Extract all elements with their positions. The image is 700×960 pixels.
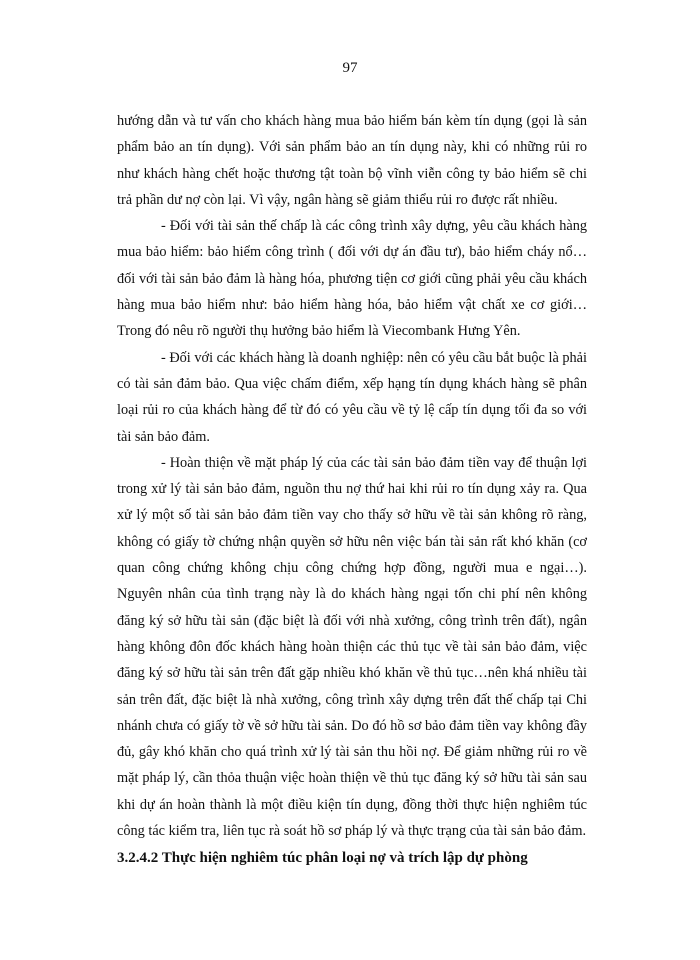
paragraph-mortgage-insurance: - Đối với tài sản thế chấp là các công trình xây dựng, yêu cầu khách hàng mua bảo hiểm: bảo hiểm công trình ( đối với dự án đầu tư), bảo hiểm cháy nổ…đối với tài sản bảo đảm là hàng hóa, phương tiện cơ giới cũng phải yêu cầu khách hàng mua bảo hiểm như: bảo hiểm hàng hóa, bảo hiểm vật chất xe cơ giới…Trong đó nêu rõ người thụ hưởng bảo hiểm là Viecombank Hưng Yên.: [117, 218, 587, 340]
paragraph-business-customers: - Đối với các khách hàng là doanh nghiệp: nên có yêu cầu bắt buộc là phải có tài sản đảm bảo. Qua việc chấm điểm, xếp hạng tín dụng khách hàng sẽ phân loại rủi ro của khách hàng để từ đó có yêu cầu về tỷ lệ cấp tín dụng tối đa so với tài sản bảo đảm.: [117, 349, 587, 445]
paragraph-legal-completion: - Hoàn thiện về mặt pháp lý của các tài sản bảo đảm tiền vay để thuận lợi trong xử lý tài sản bảo đảm, nguồn thu nợ thứ hai khi rủi ro tín dụng xảy ra. Qua xử lý một số tài sản bảo đảm tiền vay cho thấy sở hữu về tài sản không rõ ràng, không có giấy tờ chứng nhận quyền sở hữu nên việc bán tài sản rất khó khăn (cơ quan công chứng không chịu công chứng hợp đồng, người mua e ngại…). Nguyên nhân của tình trạng này là do khách hàng ngại tốn chi phí nên không đăng ký sở hữu tài sản (đặc biệt là đối với nhà xưởng, công trình trên đất), ngân hàng không đôn đốc khách hàng hoàn thiện các thủ tục về tài sản bảo đảm, việc đăng ký sở hữu tài sản trên đất gặp nhiều khó khăn về thủ tục…nên khá nhiều tài sản trên đất, đặc biệt là nhà xưởng, công trình xây dựng trên đất thế chấp tại Chi nhánh chưa có giấy tờ về sở hữu tài sản. Do đó hồ sơ bảo đảm tiền vay không đầy đủ, gây khó khăn cho quá trình xử lý tài sản thu hồi nợ. Để giảm những rủi ro về mặt pháp lý, cần thỏa thuận việc hoàn thiện về thủ tục đăng ký sở hữu tài sản sau khi dự án hoàn thành là một điều kiện tín dụng, đồng thời thực hiện nghiêm túc công tác kiểm tra, liên tục rà soát hồ sơ pháp lý và thực trạng của tài sản bảo đảm.: [117, 454, 587, 840]
paragraph-continuation: hướng dẫn và tư vấn cho khách hàng mua bảo hiểm bán kèm tín dụng (gọi là sản phẩm bảo an tín dụng). Với sản phẩm bảo an tín dụng này, khi có những rủi ro như khách hàng chết hoặc thương tật toàn bộ vĩnh viễn công ty bảo hiểm sẽ chi trả phần dư nợ còn lại. Vì vậy, ngân hàng sẽ giảm thiểu rủi ro được rất nhiều.: [117, 113, 587, 208]
section-heading: 3.2.4.2 Thực hiện nghiêm túc phân loại nợ và trích lập dự phòng: [117, 850, 528, 867]
document-body: [117, 108, 587, 871]
page-number: 97: [342, 60, 358, 76]
